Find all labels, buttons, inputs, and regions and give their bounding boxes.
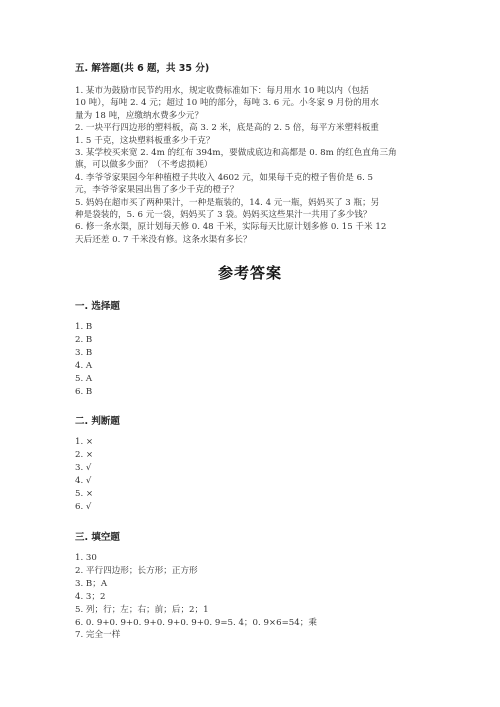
problem-line: 4. 李爷爷家果园今年种植橙子共收入 4602 元，如果每千克的橙子售价是 6. 5: [75, 172, 374, 183]
list-item: 4. A: [75, 360, 93, 371]
list-item: 3. B: [75, 347, 93, 358]
list-item: 6. B: [75, 386, 93, 397]
judge-answer-list: [75, 436, 93, 513]
choice-answer-list: [75, 321, 92, 398]
problem-line: 量为 18 吨，应缴纳水费多少元？: [75, 110, 204, 121]
problem-line: 2. 一块平行四边形的塑料板，高 3. 2 米，底是高的 2. 5 倍，每平方米塑料板重: [75, 123, 379, 134]
answer-key-title: 参考答案: [217, 264, 282, 282]
problem-line: 1. 5 千克，这块塑料板重多少千克？: [75, 135, 215, 146]
list-item: 2. ×: [75, 449, 94, 460]
list-item: 2. B: [75, 334, 93, 345]
list-item: 1. B: [75, 322, 93, 332]
problem-line: 天后还差 0. 7 千米没有修。这条水渠有多长？: [75, 234, 252, 245]
list-item: 4. 3；2: [75, 591, 106, 602]
list-item: 6. 0. 9+0. 9+0. 9+0. 9+0. 9+0. 9=5. 4；0. 9×6=54；乘: [75, 617, 317, 628]
judge-heading: 二. 判断题: [75, 416, 120, 427]
fill-heading: 三. 填空题: [75, 532, 120, 543]
list-item: 1. 30: [75, 553, 97, 563]
list-item: 6. √: [75, 501, 92, 512]
fill-answer-list: [75, 552, 317, 642]
choice-heading: 一. 选择题: [75, 301, 120, 312]
problem-line: 种是袋装的，5. 6 元一袋，妈妈买了 3 袋。妈妈买这些果汁一共用了多少钱？: [75, 210, 372, 221]
problem-line: 元，李爷爷家果园出售了多少千克的橙子？: [75, 185, 239, 196]
problem-line: 5. 妈妈在超市买了两种果汁，一种是瓶装的，14. 4 元一瓶，妈妈买了 3 瓶；另: [75, 197, 380, 208]
list-item: 5. 列；行；左；右；前；后；2；1: [75, 604, 209, 615]
list-item: 5. A: [75, 373, 93, 384]
list-item: 3. B；A: [75, 578, 108, 589]
problem-line: 1. 某市为鼓励市民节约用水，规定收费标准如下：每月用水 10 吨以内（包括: [75, 86, 369, 96]
problem-line: 3. 某学校买来宽 2. 4m 的红布 394m，要做成底边和高都是 0. 8m 的红色直角三角: [75, 148, 397, 159]
list-item: 4. √: [75, 475, 92, 486]
problem-line: 旗，可以做多少面？（不考虑损耗）: [75, 160, 213, 171]
list-item: 7. 完全一样: [75, 630, 121, 641]
list-item: 3. √: [75, 462, 92, 473]
list-item: 1. ×: [75, 437, 94, 447]
problem-line: 6. 修一条水渠，原计划每天修 0. 48 千米，实际每天比原计划多修 0. 15 千米 12: [75, 222, 387, 233]
list-item: 5. ×: [75, 488, 94, 499]
section-five-heading: 五. 解答题(共 6 题，共 35 分): [75, 63, 210, 74]
problem-line: 10 吨），每吨 2. 4 元；超过 10 吨的部分，每吨 3. 6 元。小冬家 9 月份的用水: [75, 98, 379, 109]
list-item: 2. 平行四边形；长方形；正方形: [75, 565, 198, 576]
section-five-problems: [75, 85, 435, 246]
